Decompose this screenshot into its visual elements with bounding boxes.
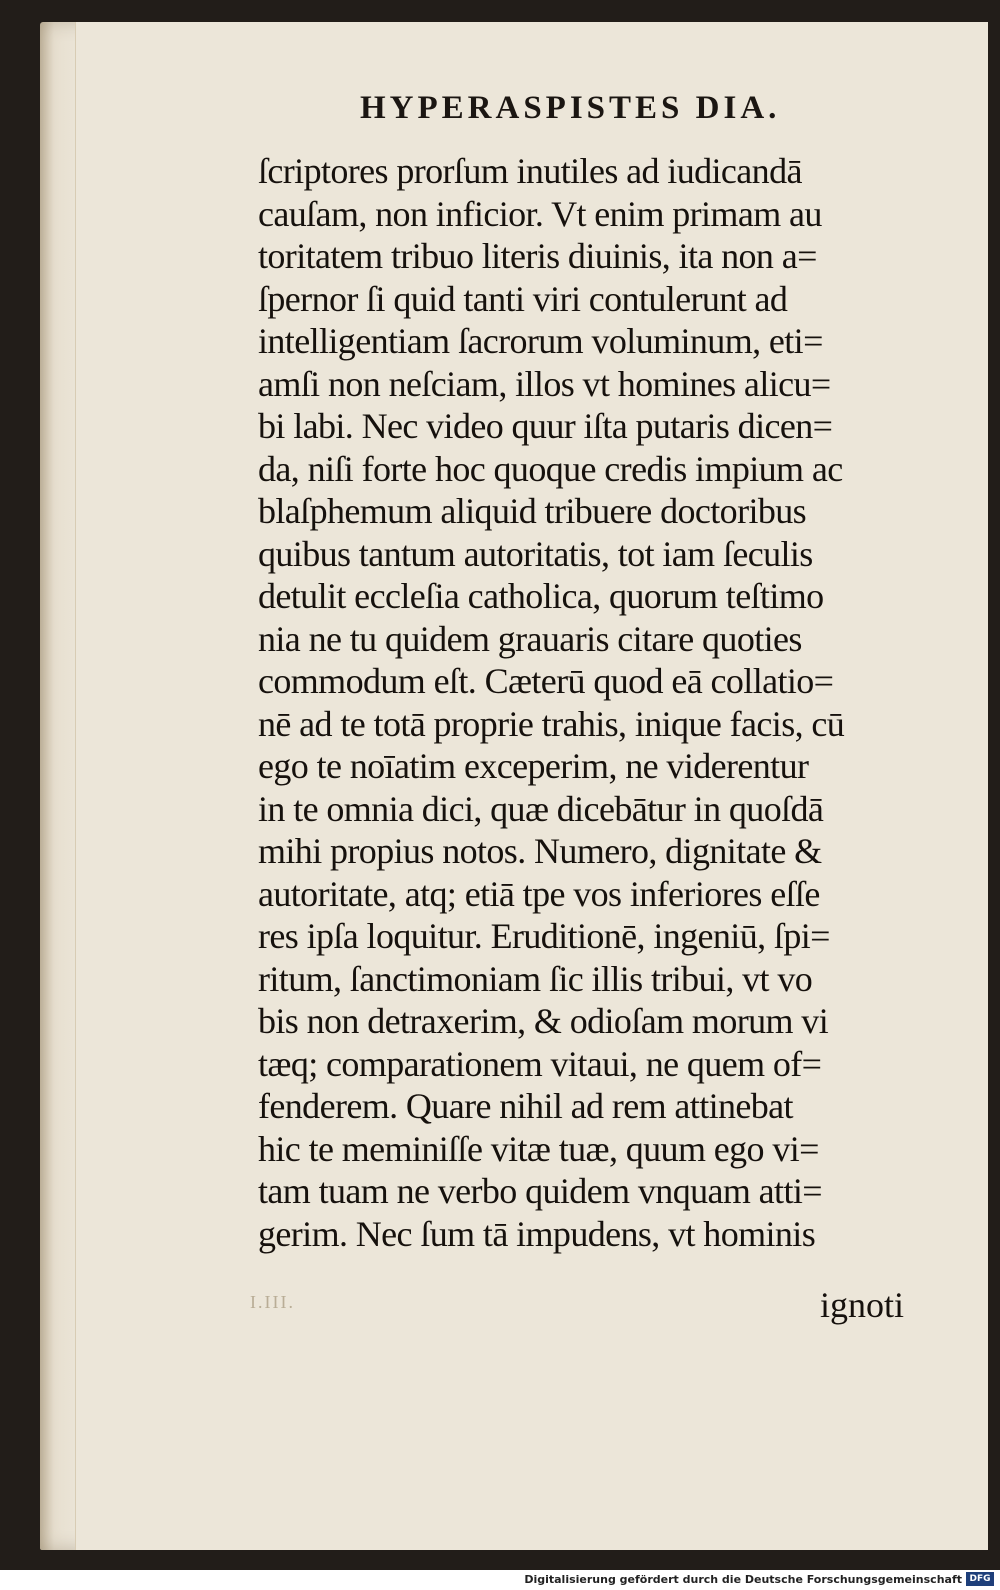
text-line: res ipſa loquitur. Eruditionē, ingeniū, ſpi=: [258, 916, 830, 956]
dfg-logo[interactable]: DFG: [966, 1572, 994, 1586]
text-line: hic te meminiſſe vitæ tuæ, quum ego vi=: [258, 1128, 819, 1169]
text-line: intelligentiam ſacrorum voluminum, eti=: [258, 321, 823, 361]
text-line: tam tuam ne verbo quidem vnquam atti=: [258, 1171, 822, 1211]
text-block: [258, 150, 958, 1255]
running-head: HYPERASPISTES DIA.: [360, 90, 781, 126]
text-line: ſpernor ſi quid tanti viri contulerunt ad: [258, 278, 788, 319]
text-line: toritatem tribuo literis diuinis, ita non a=: [258, 236, 817, 276]
text-line: nē ad te totā proprie trahis, inique facis, cū: [258, 703, 845, 744]
text-line: in te omnia dici, quæ dicebātur in quoſdā: [258, 788, 824, 829]
text-line: da, niſi forte hoc quoque credis impium ac: [258, 448, 843, 489]
text-line: quibus tantum autoritatis, tot iam ſeculis: [258, 533, 813, 574]
catchword: ignoti: [820, 1285, 905, 1325]
text-line: bi labi. Nec video quur iſta putaris dicen=: [258, 406, 833, 446]
footer-bar: [0, 1570, 1000, 1590]
text-line: mihi propius notos. Numero, dignitate &: [258, 831, 822, 871]
funding-credit: Digitalisierung gefördert durch die Deutsche Forschungsgemeinschaft: [524, 1573, 962, 1586]
text-line: bis non detraxerim, & odioſam morum vi: [258, 1001, 829, 1041]
text-line: detulit eccleſia catholica, quorum teſtimo: [258, 576, 824, 616]
text-line: commodum eſt. Cæterū quod eā collatio=: [258, 661, 834, 701]
text-line: nia ne tu quidem grauaris citare quoties: [258, 618, 802, 659]
text-line: ritum, ſanctimoniam ſic illis tribui, vt vo: [258, 958, 813, 999]
text-line: cauſam, non inficior. Vt enim primam au: [258, 193, 822, 234]
text-line: autoritate, atq; etiā tpe vos inferiores eſſe: [258, 873, 820, 914]
text-line: fenderem. Quare nihil ad rem attinebat: [258, 1086, 793, 1126]
signature-mark: I.III.: [250, 1292, 295, 1312]
text-line: ego te noīatim exceperim, ne viderentur: [258, 746, 809, 786]
text-line: blaſphemum aliquid tribuere doctoribus: [258, 491, 807, 531]
text-line: tæq; comparationem vitaui, ne quem of=: [258, 1043, 822, 1084]
text-line: ſcriptores prorſum inutiles ad iudicandā: [258, 151, 802, 191]
text-line: gerim. Nec ſum tā impudens, vt hominis: [258, 1213, 816, 1254]
text-line: amſi non neſciam, illos vt homines alicu=: [258, 363, 831, 404]
